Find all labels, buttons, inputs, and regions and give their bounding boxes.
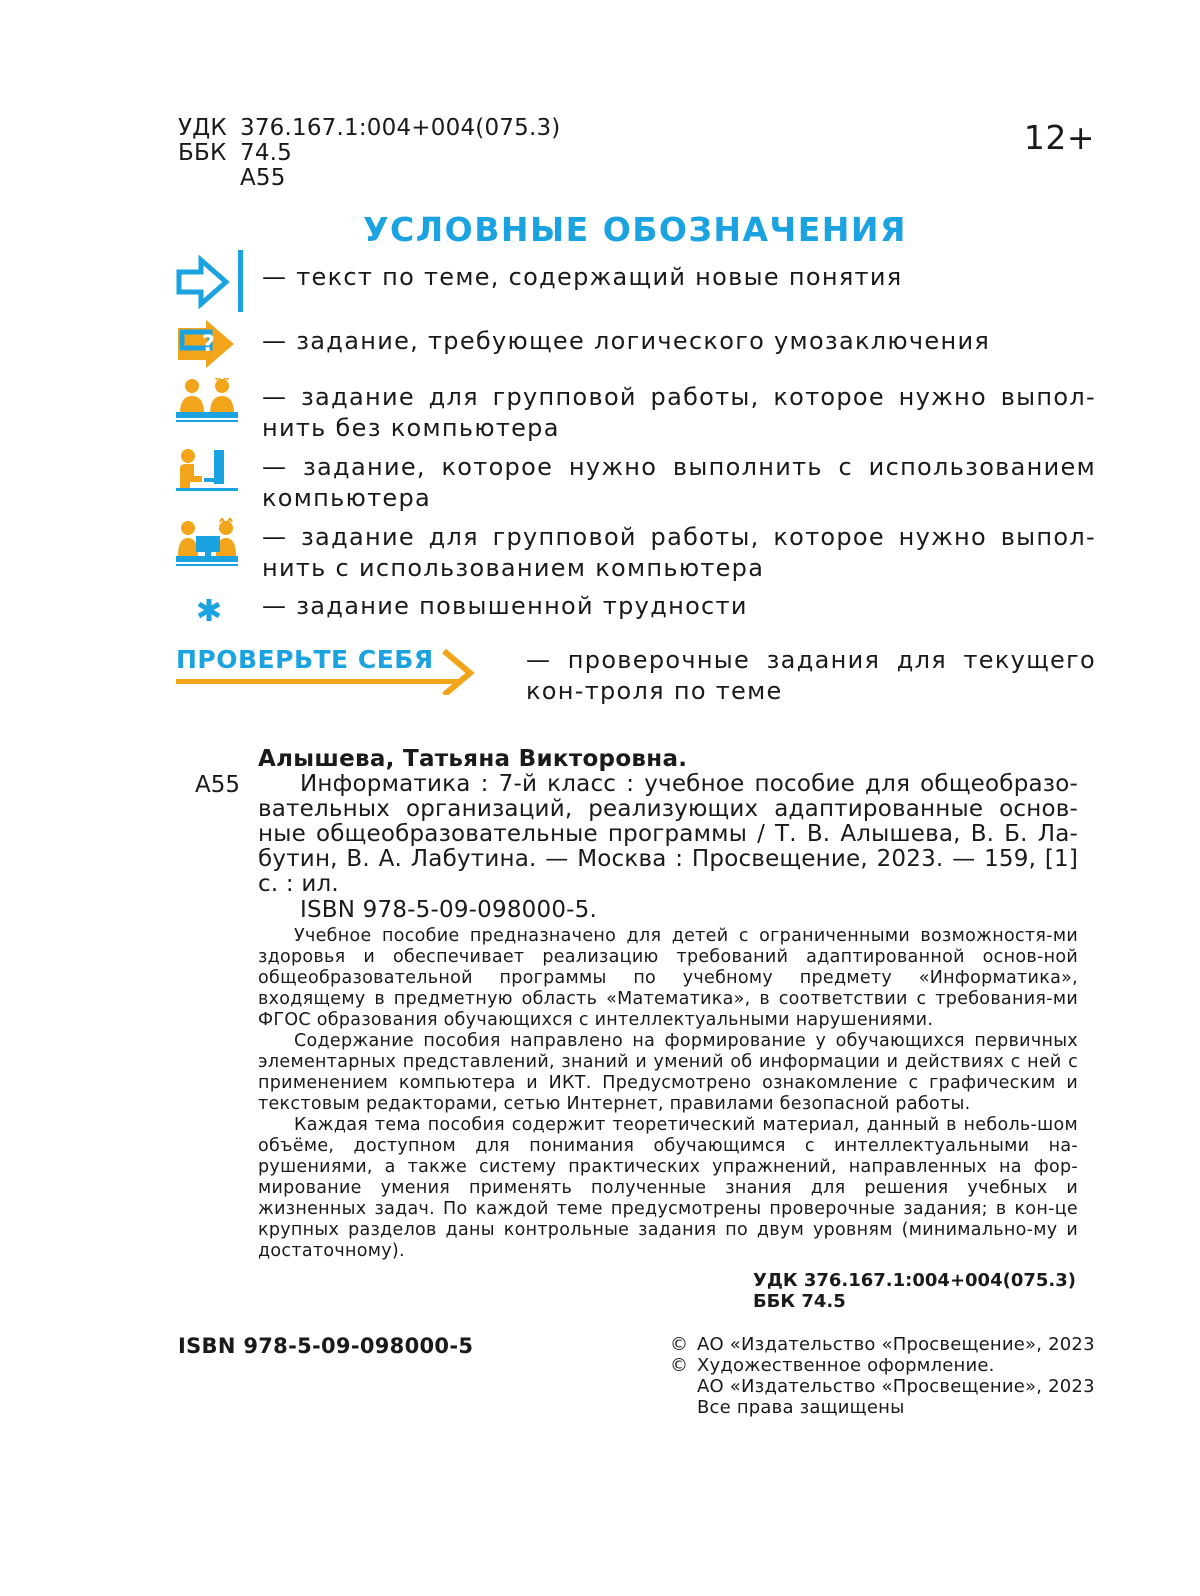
bbk-bottom: ББК 74.5 — [752, 1291, 846, 1312]
copyright-line: АО «Издательство «Просвещение», 2023 — [697, 1334, 1095, 1355]
svg-text:?: ? — [202, 332, 215, 357]
computer-work-icon — [176, 448, 248, 512]
legend-item-text: — текст по теме, содержащий новые понятия — [262, 263, 903, 291]
bbk-label: ББК — [178, 140, 227, 166]
arrow-bar-icon — [176, 250, 248, 314]
copyright-line: Художественное оформление. — [697, 1355, 995, 1376]
legend-item-check-self — [176, 645, 1096, 707]
legend-item-text: — задание для групповой работы, которое нужно выпол-нить без компьютера — [262, 383, 1096, 442]
author-mark: А55 — [240, 165, 286, 191]
classification-codes — [178, 116, 560, 191]
bbk-value: 74.5 — [240, 140, 293, 166]
copyright-block — [670, 1334, 1095, 1418]
check-self-badge — [176, 645, 476, 695]
bibliographic-description: Информатика : 7-й класс : учебное пособие для общеобразо-вательных организаций, реализующих адаптированные основ-ные общеобразовательные программы / Т. В. Алышева, В. Б. Ла-бутин, В. А. Лабутина. — Москва : Просвещение, 2023. — 159, [1] с. : ил. — [258, 771, 1078, 897]
copyright-line: АО «Издательство «Просвещение», 2023 — [697, 1376, 1095, 1397]
author-name: Алышева, Татьяна Викторовна. — [258, 746, 688, 772]
isbn-entry: ISBN 978-5-09-098000-5. — [300, 897, 598, 923]
udk-value: 376.167.1:004+004(075.3) — [240, 115, 561, 141]
group-work-icon — [176, 378, 248, 442]
age-rating: 12+ — [1023, 118, 1095, 157]
legend-item-text: — задание, требующее логического умозаключения — [262, 327, 991, 355]
rights-line: Все права защищены — [697, 1397, 905, 1418]
legend-item-logic-task — [176, 318, 1096, 382]
annotation-paragraph: Каждая тема пособия содержит теоретический материал, данный в неболь-шом объёме, доступном для понимания обучающимся с интеллектуальными на-рушениями, а также систему практических упражнений, направленных на фор-мирование умения применять полученные знания для решения учебных и жизненных задач. По каждой теме предусмотрены проверочные задания; в кон-це крупных разделов даны контрольные задания по двум уровням (минимально-му и достаточному). — [258, 1115, 1078, 1261]
author-mark-side: А55 — [195, 772, 241, 798]
legend-item-text: — задание, которое нужно выполнить с использованием компьютера — [262, 453, 1096, 512]
question-arrow-icon — [176, 318, 248, 382]
annotation-paragraph: Содержание пособия направлено на формирование у обучающихся первичных элементарных представлений, знаний и умений об информации и действиях с ней с применением компьютера и ИКТ. Предусмотрено ознакомление с графическим и текстовым редакторами, сетью Интернет, правилами безопасной работы. — [258, 1031, 1078, 1114]
legend-item-group-no-pc — [176, 378, 1096, 444]
long-arrow-icon — [176, 645, 476, 695]
check-self-label: ПРОВЕРЬТЕ СЕБЯ — [176, 645, 434, 674]
asterisk-icon — [176, 588, 248, 628]
check-self-text: — проверочные задания для текущего кон-троля по теме — [526, 646, 1096, 705]
legend-title: УСЛОВНЫЕ ОБОЗНАЧЕНИЯ — [363, 210, 907, 249]
udk-label: УДК — [178, 115, 227, 141]
legend-item-pc-task — [176, 448, 1096, 514]
udk-bottom: УДК 376.167.1:004+004(075.3) — [752, 1270, 1076, 1291]
annotation — [258, 926, 1078, 1262]
copyright-symbol: © — [670, 1334, 689, 1355]
legend-item-new-concepts — [176, 250, 1096, 314]
classification-bottom — [753, 1270, 1076, 1312]
legend-item-text: — задание для групповой работы, которое нужно выпол-нить с использованием компьютера — [262, 523, 1096, 582]
legend-item-hard-task — [176, 588, 1096, 628]
group-computer-icon — [176, 518, 248, 582]
legend-item-group-pc — [176, 518, 1096, 584]
legend-item-text: — задание повышенной трудности — [262, 592, 748, 620]
copyright-symbol: © — [670, 1355, 689, 1376]
isbn-footer: ISBN 978-5-09-098000-5 — [178, 1334, 474, 1358]
annotation-paragraph: Учебное пособие предназначено для детей с ограниченными возможностя-ми здоровья и обеспечивает реализацию требований адаптированной основ-ной общеобразовательной программы по учебному предмету «Информатика», входящему в предметную область «Математика», в соответствии с требования-ми ФГОС образования обучающихся с интеллектуальными нарушениями. — [258, 926, 1078, 1030]
